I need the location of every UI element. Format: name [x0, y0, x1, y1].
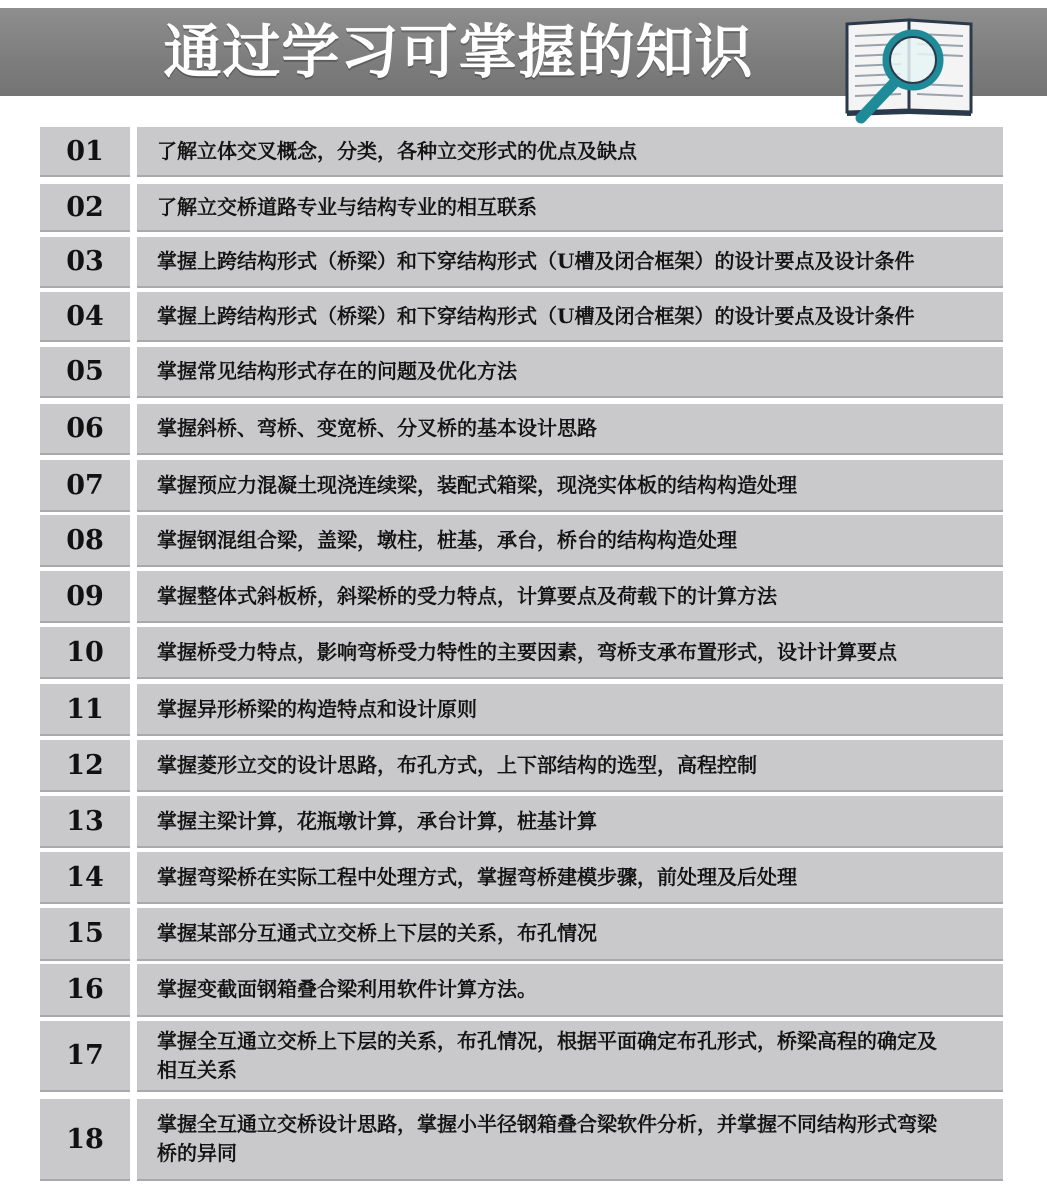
- list-item: [0, 404, 1047, 455]
- item-description: 掌握全互通立交桥设计思路，掌握小半径钢箱叠合梁软件分析，并掌握不同结构形式弯梁桥的异同: [137, 1099, 1003, 1181]
- item-description: 掌握主梁计算，花瓶墩计算，承台计算，桩基计算: [137, 796, 1003, 848]
- list-item: [0, 127, 1047, 177]
- list-item: [0, 796, 1047, 848]
- item-number: 01: [40, 127, 130, 177]
- list-item: [0, 292, 1047, 342]
- item-number: 02: [40, 184, 130, 232]
- item-description: 掌握异形桥梁的构造特点和设计原则: [137, 684, 1003, 736]
- list-item: [0, 460, 1047, 512]
- list-item: [0, 740, 1047, 792]
- item-number: 11: [40, 684, 130, 736]
- list-item: [0, 964, 1047, 1017]
- list-item: [0, 184, 1047, 232]
- item-description: 掌握预应力混凝土现浇连续梁，装配式箱梁，现浇实体板的结构构造处理: [137, 460, 1003, 512]
- list-item: [0, 1021, 1047, 1092]
- item-number: 15: [40, 908, 130, 961]
- list-item: [0, 237, 1047, 288]
- list-item: [0, 908, 1047, 961]
- list-item: [0, 684, 1047, 736]
- item-description: 掌握斜桥、弯桥、变宽桥、分叉桥的基本设计思路: [137, 404, 1003, 455]
- item-number: 14: [40, 852, 130, 904]
- list-item: [0, 1099, 1047, 1181]
- item-description: 掌握整体式斜板桥，斜梁桥的受力特点，计算要点及荷载下的计算方法: [137, 571, 1003, 623]
- item-number: 08: [40, 515, 130, 567]
- item-number: 06: [40, 404, 130, 455]
- item-number: 12: [40, 740, 130, 792]
- item-number: 16: [40, 964, 130, 1017]
- item-number: 13: [40, 796, 130, 848]
- item-number: 05: [40, 347, 130, 398]
- item-description: 掌握钢混组合梁，盖梁，墩柱，桩基，承台，桥台的结构构造处理: [137, 515, 1003, 567]
- item-number: 09: [40, 571, 130, 623]
- item-number: 18: [40, 1099, 130, 1181]
- page-title: 通过学习可掌握的知识: [163, 18, 754, 86]
- item-number: 17: [40, 1021, 130, 1092]
- item-description: 掌握上跨结构形式（桥梁）和下穿结构形式（U槽及闭合框架）的设计要点及设计条件: [137, 237, 1003, 288]
- item-description: 掌握菱形立交的设计思路，布孔方式，上下部结构的选型，高程控制: [137, 740, 1003, 792]
- item-description: 掌握弯梁桥在实际工程中处理方式，掌握弯桥建模步骤，前处理及后处理: [137, 852, 1003, 904]
- item-description: 掌握上跨结构形式（桥梁）和下穿结构形式（U槽及闭合框架）的设计要点及设计条件: [137, 292, 1003, 342]
- item-description: 了解立交桥道路专业与结构专业的相互联系: [137, 184, 1003, 232]
- list-item: [0, 571, 1047, 623]
- item-description: 掌握桥受力特点，影响弯桥受力特性的主要因素，弯桥支承布置形式，设计计算要点: [137, 627, 1003, 679]
- item-number: 07: [40, 460, 130, 512]
- item-number: 10: [40, 627, 130, 679]
- list-item: [0, 515, 1047, 567]
- item-number: 03: [40, 237, 130, 288]
- item-description: 掌握某部分互通式立交桥上下层的关系，布孔情况: [137, 908, 1003, 961]
- item-description: 掌握全互通立交桥上下层的关系，布孔情况，根据平面确定布孔形式，桥梁高程的确定及相互关系: [137, 1021, 1003, 1092]
- item-description: 了解立体交叉概念，分类，各种立交形式的优点及缺点: [137, 127, 1003, 177]
- item-number: 04: [40, 292, 130, 342]
- list-item: [0, 627, 1047, 679]
- item-description: 掌握常见结构形式存在的问题及优化方法: [137, 347, 1003, 398]
- list-item: [0, 347, 1047, 398]
- item-description: 掌握变截面钢箱叠合梁利用软件计算方法。: [137, 964, 1003, 1017]
- list-item: [0, 852, 1047, 904]
